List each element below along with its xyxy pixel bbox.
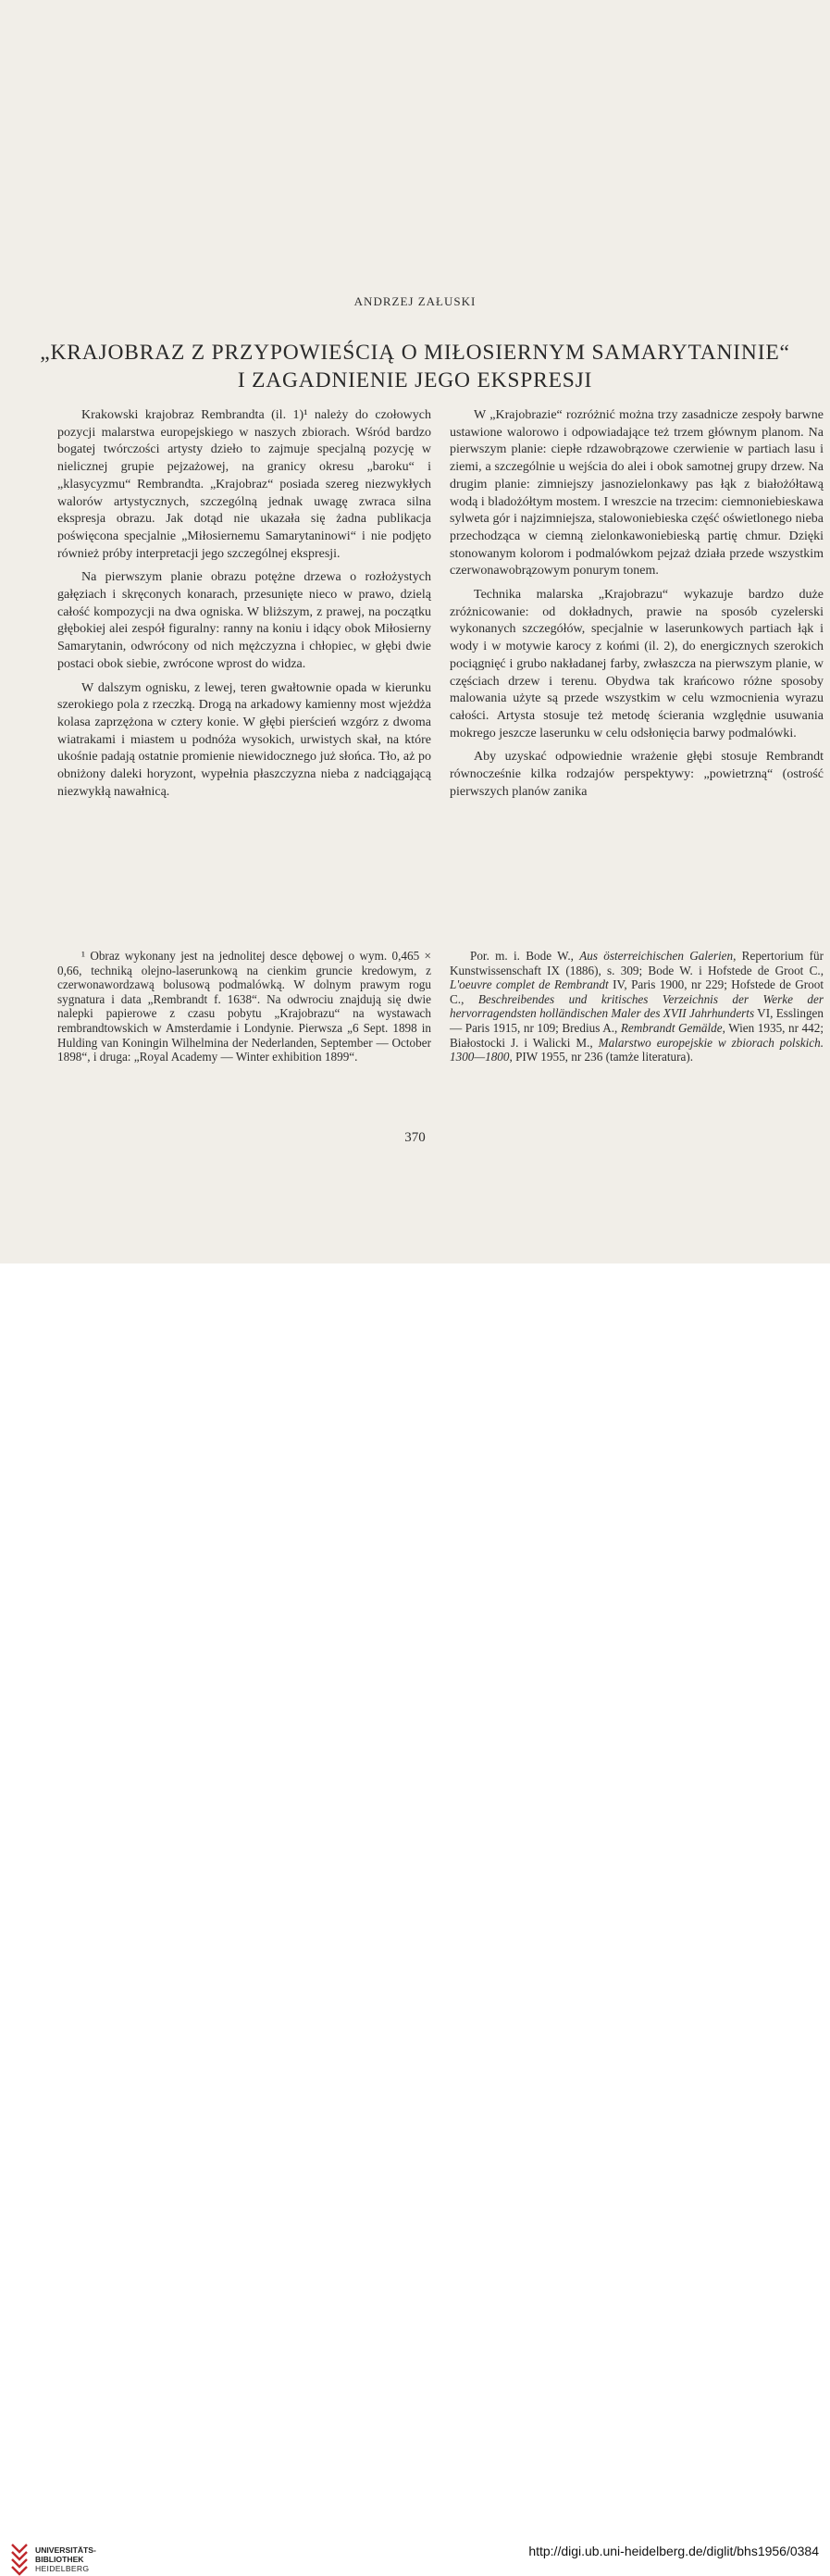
author-name: ANDRZEJ ZAŁUSKI	[353, 294, 477, 308]
footnote-1: ¹ Obraz wykonany jest na jednolitej desce dębowej o wym. 0,465 × 0,66, techniką olejno-laserunkową na cienkim gruncie kredowym, z czerwonawordzawą bolusową podmalówką. W dolnym prawym rogu sygnatura i data „Rembrandt f. 1638“. Na odwrociu znajdują się dwie nalepki papierowe z czasu pobytu „Krajobrazu“ na wystawach rembrandtowskich w Amsterdamie i Londynie. Pierwsza „6 Sept. 1898 in Hulding van Koningin Wilhelmina der Nederlanden, September — October 1898“, i druga: „Royal Academy — Winter exhibition 1899“.	[57, 949, 431, 1064]
library-logo-text	[35, 2545, 96, 2573]
paragraph: W dalszym ognisku, z lewej, teren gwałtownie opada w kierunku szerokiego pola z rzeczką. Drogą na arkadowy kamienny most wjeżdża kolasa zaprzężona w cztery konie. W głębi pierścień wzgórz z dwoma wiatrakami i miastem u podnóża wysokich, urwistych skał, na które ukośnie padają ostatnie promienie niewidocznego już słońca. Tło, aż po obniżony daleki horyzont, wypełnia płaszczyzna nieba z nadciągającą niezwykłą nawałnicą.	[57, 680, 431, 799]
logo-line-3: HEIDELBERG	[35, 2564, 90, 2573]
permalink-url[interactable]: http://digi.ub.uni-heidelberg.de/diglit/bhs1956/0384	[528, 2544, 819, 2558]
citation-text: VI, Esslingen — Paris 1915, nr 109; Bredius A.,	[450, 1006, 824, 1035]
paragraph: Krakowski krajobraz Rembrandta (il. 1)¹ należy do czołowych pozycji malarstwa europejskiego w naszych zbiorach. Wśród bardzo bogatej twórczości artysty dzieło to zajmuje specjalną pozycję w nielicznej grupie pejzażowej, na granicy okresu „baroku“ i „klasycyzmu“ Rembrandta. „Krajobraz“ posiada szereg niezwykłych walorów artystycznych, szczególną jednak uwagę zwraca silna ekspresja obrazu. Jak dotąd nie ukazała się żadna publikacja poświęcona specjalnie „Miłosiernemu Samarytaninowi“ i nie podjęto również próby interpretacji jego szczególnej ekspresji.	[57, 408, 431, 561]
footnote-bibliography	[450, 949, 824, 1064]
paragraph: Na pierwszym planie obrazu potężne drzewa o rozłożystych gałęziach i skręconych konarach, przesunięte nieco w prawo, dzielą całość kompozycji na dwa ogniska. W bliższym, z prawej, na początku głębokiej alei zespół figuralny: ranny na koniu i idący obok Miłosierny Samarytanin, odwrócony od nich mężczyzna i chłopiec, w głębi dwie postaci obok siebie, zwrócone wprost do widza.	[57, 570, 431, 671]
citation-text: , Repertorium für Kunstwissenschaft IX (1886), s. 309; Bode W. i Hofstede de Groot C.,	[450, 949, 824, 977]
citation-text: Por. m. i. Bode W.,	[470, 949, 580, 963]
citation-text: , PIW 1955, nr 236 (tamże literatura).	[509, 1050, 694, 1064]
citation-text: , Wien 1935, nr 442; Białostocki J. i Walicki M.,	[450, 1020, 824, 1050]
paragraph: Technika malarska „Krajobrazu“ wykazuje bardzo duże zróżnicowanie: od dokładnych, prawie na sposób cyzelerski wykonanych szczegółów, specjalnie w laserunkowych partiach łąk i wody i w motywie karocy z końmi (il. 2), do energicznych szerokich pociągnięć i grubo nakładanej farby, zwłaszcza na pierwszym planie, w częściach drzew i terenu. Obydwa tak krańcowo różne sposoby malowania użyte są przede wszystkim w celu wzmocnienia wyrazu całości. Artysta stosuje też metodę ścierania względnie usuwania mokrego jeszcze laserunku w celu odsłonięcia barwy podmalówki.	[450, 588, 824, 740]
left-text-column	[57, 407, 431, 801]
citation-title: Aus österreichischen Galerien	[579, 949, 734, 963]
paragraph: Aby uzyskać odpowiednie wrażenie głębi stosuje Rembrandt równocześnie kilka rodzajów perspektywy: „powietrzną“ (ostrość pierwszych planów zanika	[450, 750, 824, 799]
page-number: 370	[404, 1130, 426, 1145]
article-title-line-2: I ZAGADNIENIE JEGO EKSPRESJI	[237, 368, 593, 392]
logo-line-2: BIBLIOTHEK	[35, 2555, 84, 2564]
citation-title: Malarstwo europejskie w zbiorach polskich. 1300—1800	[450, 1035, 824, 1064]
citation-title: Rembrandt Gemälde	[620, 1020, 723, 1035]
paragraph: W „Krajobrazie“ rozróżnić można trzy zasadnicze zespoły barwne ustawione walorowo i odpowiadające też trzem głównym planom. Na pierwszym planie: ciepłe rdzawobrązowe czerwienie w partiach lasu i ziemi, a szczególnie u wejścia do alei i obok samotnej grupy drzew. Na drugim planie: zimniejszy jasnozielonkawy pas łąk z białożółtawą wodą i bladożółtym mostem. I wreszcie na trzecim: ciemnoniebieskawa sylweta gór i najzimniejsza, stalowoniebieska część oświetlonego nieba przechodząca w ciemną zielonkawoniebieską partię chmur. Dzięki stonowanym kolorom i podmalówkom pejzaż działa przede wszystkim czerwonawobrązowym ponurym tonem.	[450, 408, 824, 579]
library-logo-icon	[9, 2539, 30, 2576]
right-text-column	[450, 407, 824, 801]
viewer-footer	[0, 1263, 830, 2573]
citation-title: L'oeuvre complet de Rembrandt	[450, 977, 609, 992]
logo-line-1: UNIVERSITÄTS-	[35, 2545, 96, 2555]
citation-text: IV, Paris 1900, nr 229; Hofstede de Groot C.,	[450, 977, 824, 1006]
citation-title: Beschreibendes und kritisches Verzeichnis der Werke der hervorragendsten holländischen Maler des XVII Jahrhunderts	[450, 991, 824, 1021]
scanned-page	[0, 0, 830, 1263]
article-title-line-1: „KRAJOBRAZ Z PRZYPOWIEŚCIĄ O MIŁOSIERNYM SAMARYTANINIE“	[40, 341, 790, 365]
